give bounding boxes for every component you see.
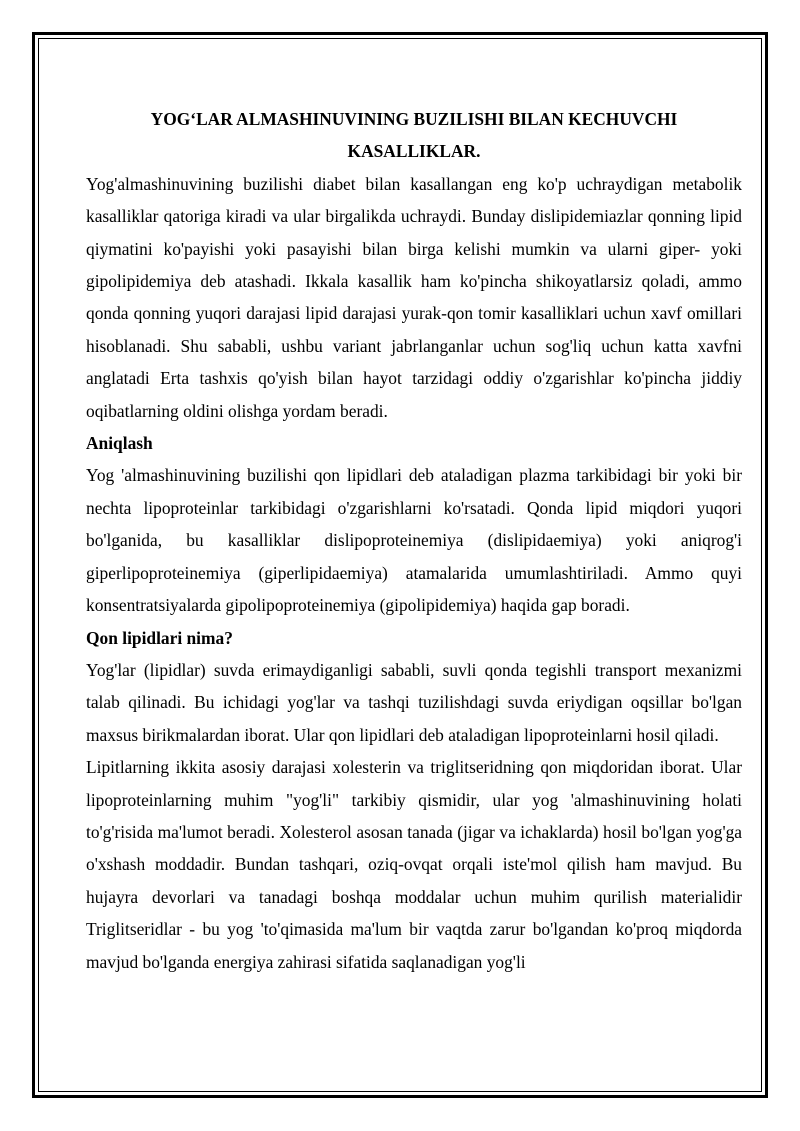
intro-paragraph: Yog'almashinuvining buzilishi diabet bilan kasallangan eng ko'p uchraydigan metabolik kasalliklar qatoriga kiradi va ular birgalikda uchraydi. Bunday dislipidemiazlar qonning lipid qiymatini ko'payishi yoki pasayishi bilan birga kelishi mumkin va ularni giper- yoki gipolipidemiya deb atashadi. Ikkala kasallik ham ko'pincha shikoyatlarsiz qoladi, ammo qonda qonning yuqori darajasi lipid darajasi yurak-qon tomir kasalliklari uchun xavf omillari hisoblanadi. Shu sababli, ushbu variant jabrlanganlar uchun sog'liq uchun katta xavfni anglatadi Erta tashxis qo'yish bilan hayot tarzidagi oddiy o'zgarishlar ko'pincha jiddiy oqibatlarning oldini olishga yordam beradi. bbox=[86, 173, 742, 421]
section-qon-lipidlari-paragraph-1: Yog'lar (lipidlar) suvda erimaydiganligi sababli, suvli qonda tegishli transport mexanizmi talab qilinadi. Bu ichidagi yog'lar va tashqi tuzilishdagi suvda eriydigan oqsillar bo'lgan maxsus birikmalardan iborat. Ular qon lipidlari deb ataladigan lipoproteinlarni hosil qiladi. bbox=[86, 659, 742, 745]
section-heading-qon-lipidlari: Qon lipidlari nima? bbox=[86, 627, 233, 648]
document-body bbox=[86, 103, 742, 978]
section-heading-aniqlash: Aniqlash bbox=[86, 433, 153, 454]
document-title: YOG‘LAR ALMASHINUVINING BUZILISHI BILAN KECHUVCHI KASALLIKLAR. bbox=[150, 109, 678, 162]
section-qon-lipidlari-paragraph-2: Lipitlarning ikkita asosiy darajasi xolesterin va triglitseridning qon miqdoridan iborat. Ular lipoproteinlarning muhim "yog'li" tarkibiy qismidir, ular yog 'almashinuvining holati to'g'risida ma'lumot beradi. Xolesterol asosan tanada (jigar va ichaklarda) hosil bo'lgan yog'ga o'xshash moddadir. Bundan tashqari, oziq-ovqat orqali iste'mol qilish ham mavjud. Bu hujayra devorlari va tanadagi boshqa moddalar uchun muhim qurilish materialidir Triglitseridlar - bu yog 'to'qimasida ma'lum bir vaqtda zarur bo'lgandan ko'proq miqdorda mavjud bo'lganda energiya zahirasi sifatida saqlanadigan yog'li bbox=[86, 757, 742, 972]
section-aniqlash-paragraph: Yog 'almashinuvining buzilishi qon lipidlari deb ataladigan plazma tarkibidagi bir yoki bir nechta lipoproteinlar tarkibidagi o'zgarishlarni ko'rsatadi. Qonda lipid miqdori yuqori bo'lganida, bu kasalliklar dislipoproteinemiya (dislipidaemiya) yoki aniqrog'i giperlipoproteinemiya (giperlipidaemiya) atamalarida umumlashtiriladi. Ammo quyi konsentratsiyalarda gipolipoproteinemiya (gipolipidemiya) haqida gap boradi. bbox=[86, 465, 742, 616]
